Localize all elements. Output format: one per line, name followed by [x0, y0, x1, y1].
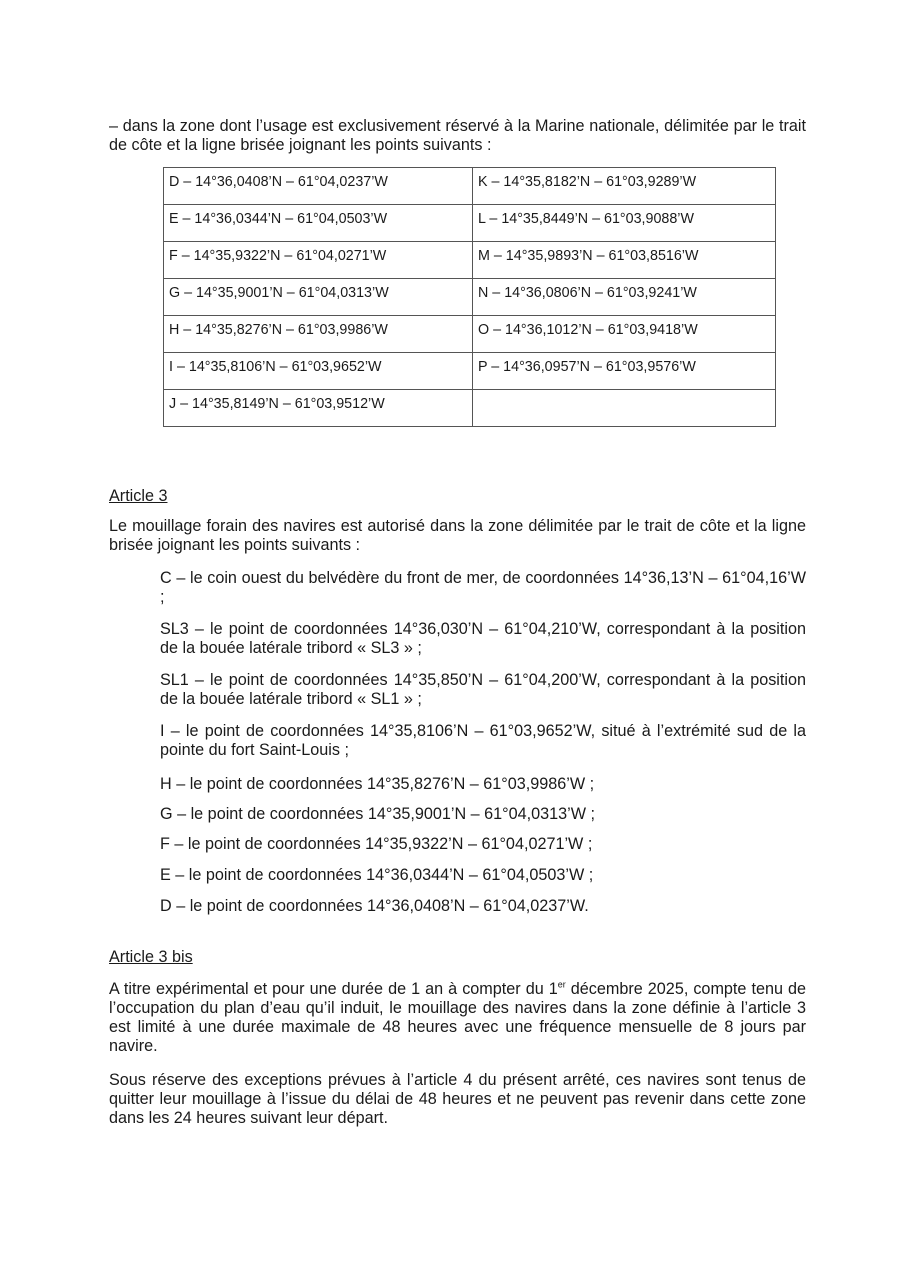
table-cell: O – 14°36,1012’N – 61°03,9418’W: [473, 316, 776, 353]
table-cell: J – 14°35,8149’N – 61°03,9512’W: [164, 390, 473, 427]
table-row: [164, 242, 776, 279]
table-cell: K – 14°35,8182’N – 61°03,9289’W: [473, 168, 776, 205]
point-d: D – le point de coordonnées 14°36,0408’N – 61°04,0237’W.: [160, 897, 589, 915]
article-3-heading: Article 3: [109, 487, 168, 505]
table-cell: I – 14°35,8106’N – 61°03,9652’W: [164, 353, 473, 390]
table-row: [164, 168, 776, 205]
table-row: [164, 279, 776, 316]
table-row: [164, 205, 776, 242]
point-g: G – le point de coordonnées 14°35,9001’N – 61°04,0313’W ;: [160, 805, 596, 823]
table-cell: E – 14°36,0344’N – 61°04,0503’W: [164, 205, 473, 242]
point-f: F – le point de coordonnées 14°35,9322’N – 61°04,0271’W ;: [160, 835, 593, 853]
table-cell: G – 14°35,9001’N – 61°04,0313’W: [164, 279, 473, 316]
point-e: E – le point de coordonnées 14°36,0344’N – 61°04,0503’W ;: [160, 866, 594, 884]
article-3-bis-heading: Article 3 bis: [109, 948, 193, 966]
table-row: [164, 316, 776, 353]
point-sl1: SL1 – le point de coordonnées 14°35,850’N – 61°04,200’W, correspondant à la position de la bouée latérale tribord « SL1 » ;: [160, 671, 806, 708]
table-cell: N – 14°36,0806’N – 61°03,9241’W: [473, 279, 776, 316]
article-3-bis-paragraph-1: [109, 980, 806, 1056]
table-cell: L – 14°35,8449’N – 61°03,9088’W: [473, 205, 776, 242]
table-cell: M – 14°35,9893’N – 61°03,8516’W: [473, 242, 776, 279]
article-3-intro: Le mouillage forain des navires est autorisé dans la zone délimitée par le trait de côte et la ligne brisée joignant les points suivants :: [109, 517, 806, 554]
table-row: [164, 390, 776, 427]
point-c: C – le coin ouest du belvédère du front de mer, de coordonnées 14°36,13’N – 61°04,16’W ;: [160, 569, 806, 606]
table-cell: P – 14°36,0957’N – 61°03,9576’W: [473, 353, 776, 390]
point-h: H – le point de coordonnées 14°35,8276’N – 61°03,9986’W ;: [160, 775, 595, 793]
article-3-bis-paragraph-2: Sous réserve des exceptions prévues à l’article 4 du présent arrêté, ces navires sont tenus de quitter leur mouillage à l’issue du délai de 48 heures et ne peuvent pas revenir dans cette zone dans les 24 heures suivant leur départ.: [109, 1071, 806, 1127]
table-cell: D – 14°36,0408’N – 61°04,0237’W: [164, 168, 473, 205]
p1-text-start: A titre expérimental et pour une durée de 1 an à compter du 1: [109, 980, 558, 998]
ordinal-superscript: er: [557, 979, 566, 990]
table-row: [164, 353, 776, 390]
table-cell: [473, 390, 776, 427]
point-sl3: SL3 – le point de coordonnées 14°36,030’N – 61°04,210’W, correspondant à la position de la bouée latérale tribord « SL3 » ;: [160, 620, 806, 657]
table-cell: H – 14°35,8276’N – 61°03,9986’W: [164, 316, 473, 353]
table-cell: F – 14°35,9322’N – 61°04,0271’W: [164, 242, 473, 279]
intro-paragraph: – dans la zone dont l’usage est exclusivement réservé à la Marine nationale, délimitée par le trait de côte et la ligne brisée joignant les points suivants :: [109, 117, 806, 154]
point-i: I – le point de coordonnées 14°35,8106’N – 61°03,9652’W, situé à l’extrémité sud de la pointe du fort Saint-Louis ;: [160, 722, 806, 759]
coordinates-table: [163, 167, 776, 427]
p1-text-end: décembre 2025, compte tenu de l’occupation du plan d’eau qu’il induit, le mouillage des navires dans la zone définie à l’article 3 est limité à une durée maximale de 48 heures avec une fréquence mensuelle de 8 jours par navire.: [109, 980, 806, 1055]
